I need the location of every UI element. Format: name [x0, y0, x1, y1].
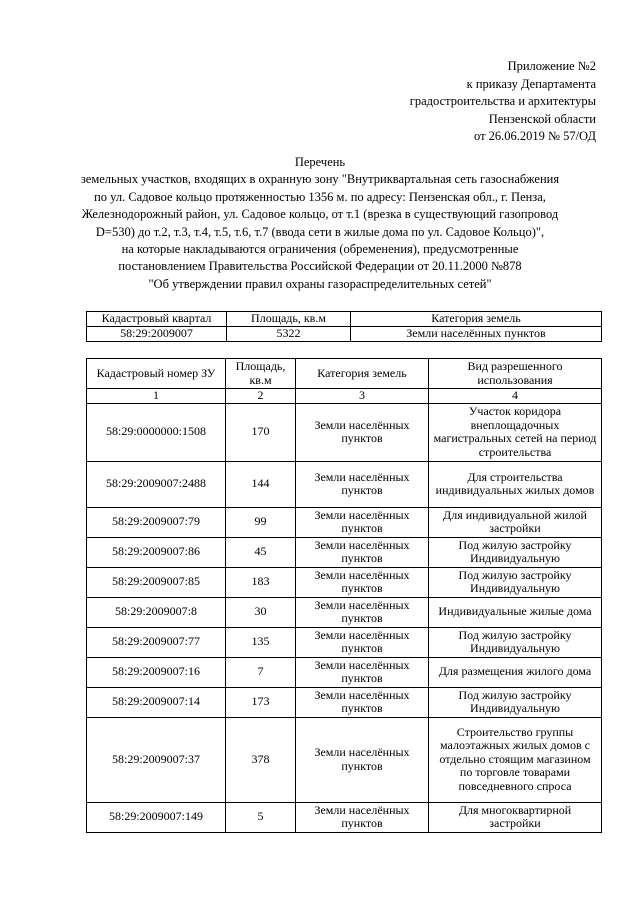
- table-row: [87, 597, 602, 627]
- category-cell: Земли населённых пунктов: [296, 567, 429, 597]
- permitted-use-cell: Участок коридора внеплощадочных магистральных сетей на период строительства: [429, 403, 602, 461]
- permitted-use-cell: Под жилую застройку Индивидуальную: [429, 687, 602, 717]
- cadastral-number-cell: 58:29:2009007:8: [87, 597, 226, 627]
- cadastral-number-cell: 58:29:2009007:79: [87, 507, 226, 537]
- table-row: [87, 567, 602, 597]
- category-cell: Земли населённых пунктов: [296, 802, 429, 832]
- column-number: 1: [87, 389, 226, 404]
- appendix-line: Приложение №2: [507, 59, 596, 73]
- cadastral-number-cell: 58:29:2009007:2488: [87, 461, 226, 507]
- table-cell: Земли населённых пунктов: [351, 327, 602, 342]
- column-header: Площадь, кв.м: [227, 312, 351, 327]
- appendix-header: [336, 58, 596, 146]
- column-number: 4: [429, 389, 602, 404]
- cadastral-number-cell: 58:29:2009007:86: [87, 537, 226, 567]
- column-header: Площадь, кв.м: [226, 359, 296, 389]
- title-line: по ул. Садовое кольцо протяженностью 1356 м. по адресу: Пензенская обл., г. Пенза,: [94, 189, 546, 204]
- column-header: Категория земель: [351, 312, 602, 327]
- permitted-use-cell: Под жилую застройку Индивидуальную: [429, 537, 602, 567]
- table-cell: 58:29:2009007: [87, 327, 227, 342]
- category-cell: Земли населённых пунктов: [296, 717, 429, 802]
- cadastral-number-cell: 58:29:0000000:1508: [87, 403, 226, 461]
- title-line: земельных участков, входящих в охранную зону "Внутриквартальная сеть газоснабжения: [80, 172, 560, 187]
- permitted-use-cell: Для размещения жилого дома: [429, 657, 602, 687]
- area-cell: 30: [226, 597, 296, 627]
- area-cell: 5: [226, 802, 296, 832]
- column-number: 2: [226, 389, 296, 404]
- permitted-use-cell: Под жилую застройку Индивидуальную: [429, 567, 602, 597]
- column-number: 3: [296, 389, 429, 404]
- category-cell: Земли населённых пунктов: [296, 687, 429, 717]
- permitted-use-cell: Индивидуальные жилые дома: [429, 597, 602, 627]
- table-row: [87, 802, 602, 832]
- permitted-use-cell: Для строительства индивидуальных жилых домов: [429, 461, 602, 507]
- table-row: [87, 717, 602, 802]
- title-line: на которые накладываются ограничения (обременения), предусмотренные: [121, 242, 519, 257]
- column-header: Кадастровый квартал: [87, 312, 227, 327]
- table-row: [87, 461, 602, 507]
- area-cell: 7: [226, 657, 296, 687]
- area-cell: 99: [226, 507, 296, 537]
- table-row: [87, 327, 602, 342]
- category-cell: Земли населённых пунктов: [296, 537, 429, 567]
- category-cell: Земли населённых пунктов: [296, 403, 429, 461]
- table-row: [87, 537, 602, 567]
- table-row: [87, 657, 602, 687]
- document-title: [60, 154, 580, 293]
- title-line: Железнодорожный район, ул. Садовое кольцо, от т.1 (врезка в существующий газопровод: [81, 207, 559, 222]
- area-cell: 45: [226, 537, 296, 567]
- appendix-line: градостроительства и архитектуры: [409, 94, 596, 108]
- cadastral-number-cell: 58:29:2009007:37: [87, 717, 226, 802]
- area-cell: 144: [226, 461, 296, 507]
- area-cell: 173: [226, 687, 296, 717]
- area-cell: 170: [226, 403, 296, 461]
- title-heading: Перечень: [294, 155, 346, 169]
- appendix-line: от 26.06.2019 № 57/ОД: [473, 129, 596, 143]
- cadastral-number-cell: 58:29:2009007:149: [87, 802, 226, 832]
- permitted-use-cell: Для многоквартирной застройки: [429, 802, 602, 832]
- table-cell: 5322: [227, 327, 351, 342]
- area-cell: 378: [226, 717, 296, 802]
- column-header: Кадастровый номер ЗУ: [87, 359, 226, 389]
- category-cell: Земли населённых пунктов: [296, 627, 429, 657]
- table-row: [87, 627, 602, 657]
- land-parcels-table: [86, 358, 602, 833]
- title-line: постановлением Правительства Российской Федерации от 20.11.2000 №878: [118, 259, 522, 274]
- column-header: Категория земель: [296, 359, 429, 389]
- column-number-row: [87, 389, 602, 404]
- appendix-line: Пензенской области: [488, 111, 596, 126]
- table-row: [87, 403, 602, 461]
- title-line: D=530) до т.2, т.3, т.4, т.5, т.6, т.7 (ввода сети в жилые дома по ул. Садовое Кольцо)",: [95, 224, 545, 239]
- category-cell: Земли населённых пунктов: [296, 597, 429, 627]
- cadastral-number-cell: 58:29:2009007:16: [87, 657, 226, 687]
- category-cell: Земли населённых пунктов: [296, 461, 429, 507]
- cadastral-quarter-table: [86, 311, 602, 342]
- area-cell: 135: [226, 627, 296, 657]
- table-row: [87, 687, 602, 717]
- cadastral-number-cell: 58:29:2009007:85: [87, 567, 226, 597]
- permitted-use-cell: Для индивидуальной жилой застройки: [429, 507, 602, 537]
- permitted-use-cell: Под жилую застройку Индивидуальную: [429, 627, 602, 657]
- appendix-line: к приказу Департамента: [466, 76, 596, 91]
- table-header-row: [87, 359, 602, 389]
- area-cell: 183: [226, 567, 296, 597]
- category-cell: Земли населённых пунктов: [296, 507, 429, 537]
- category-cell: Земли населённых пунктов: [296, 657, 429, 687]
- cadastral-number-cell: 58:29:2009007:77: [87, 627, 226, 657]
- title-line: "Об утверждении правил охраны газораспределительных сетей": [148, 276, 492, 291]
- permitted-use-cell: Строительство группы малоэтажных жилых домов с отдельно стоящим магазином по торговле товарами повседневного спроса: [429, 717, 602, 802]
- cadastral-number-cell: 58:29:2009007:14: [87, 687, 226, 717]
- table-row: [87, 507, 602, 537]
- column-header: Вид разрешенного использования: [429, 359, 602, 389]
- table-header-row: [87, 312, 602, 327]
